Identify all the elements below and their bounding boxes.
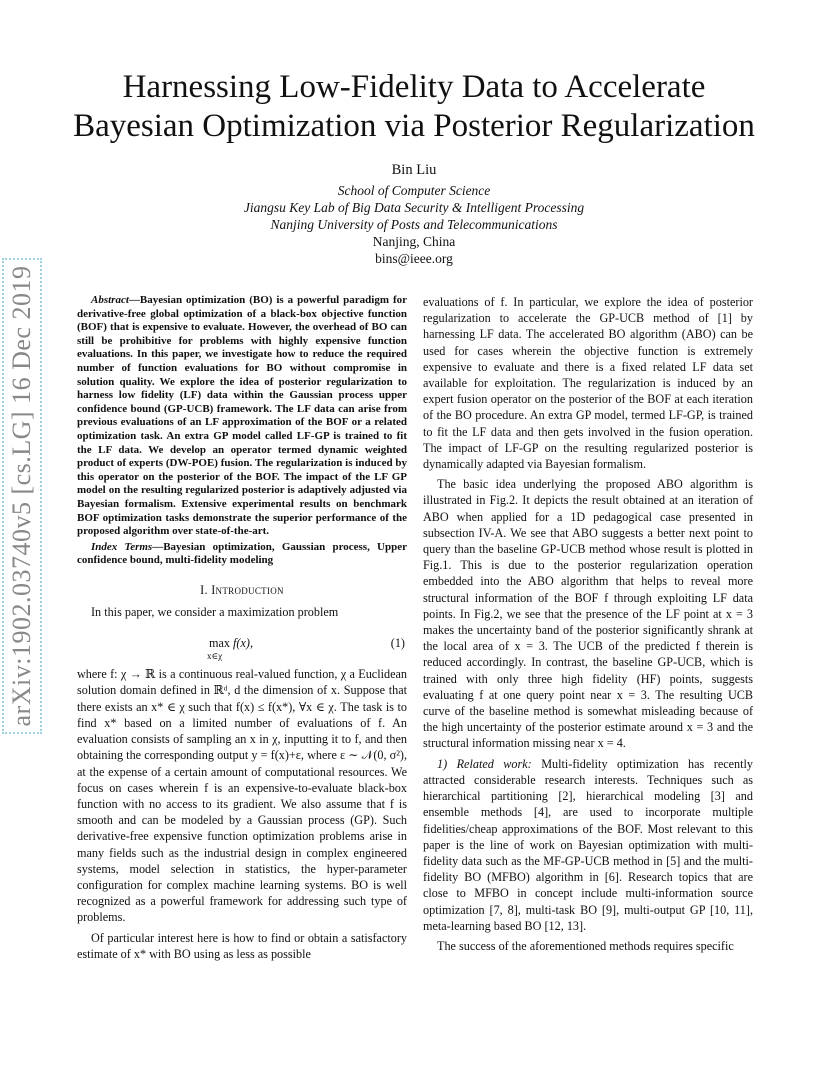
abstract	[77, 294, 407, 539]
abstract-label: Abstract	[91, 294, 129, 306]
equation-number: (1)	[390, 636, 405, 651]
left-column	[77, 294, 407, 962]
section-number: I.	[200, 582, 208, 597]
paper-title	[40, 68, 788, 146]
author-block	[150, 162, 678, 267]
related-work-paragraph	[423, 756, 753, 934]
title-line-1: Harnessing Low-Fidelity Data to Accelerate	[122, 69, 706, 105]
section-title: Introduction	[211, 582, 284, 597]
intro-paragraph-5: The basic idea underlying the proposed ABO algorithm is illustrated in Fig.2. It depicts the result obtained at an iteration of ABO when applied for a 1D pedagogical case presented in subsection IV-A. We see that ABO suggests a better next point to query than the baseline GP-UCB method whose result is plotted in Fig.1. This is due to the posterior regularization operation embedded into the ABO algorithm that helps to reveal more structural information of the BOF f through exploiting LF data points. In Fig.2, we see that the presence of the LF point at x = 3 makes the uncertainty band of the posterior significantly shrank at the local area of x = 3. The UCB of the predicted f therein is reduced accordingly. In contrast, the baseline GP-UCB, which is trained with only three high fidelity (HF) points, suggests evaluating f at one query point near x = 3. The resulting UCB curve of the baseline method is somewhat misleading because of the high uncertainty of the posterior estimate around x = 3 and the structural information missing near x = 4.	[423, 477, 753, 751]
equation-expression: f(x),	[233, 636, 253, 651]
intro-paragraph-4: evaluations of f. In particular, we explore the idea of posterior regularization to accelerate the GP-UCB method of [1] by harnessing LF data. The accelerated BO algorithm (ABO) can be used for cases wherein the objective function is extremely expensive to evaluate and there is a fixed related LF data set available for exploitation. The regularization is induced by an expert fusion operator on the posterior of the BOF at each iteration of the BO procedure. An extra GP model, termed LF-GP, is trained to fit the LF data and then gets involved in the fusion operation. The impact of LF-GP on the resulting regularized posterior is dynamically adapted via Bayesian formalism.	[423, 295, 753, 472]
intro-paragraph-1: In this paper, we consider a maximization problem	[91, 605, 339, 620]
author-email[interactable]: bins@ieee.org	[375, 251, 453, 266]
arxiv-id: arXiv:1902.03740v5 [cs.LG] 16 Dec 2019	[7, 265, 36, 727]
index-terms-label: Index Terms	[91, 540, 153, 553]
author-name: Bin Liu	[391, 162, 437, 178]
intro-paragraph-7: The success of the aforementioned methods requires specific	[437, 938, 734, 953]
abstract-text: —Bayesian optimization (BO) is a powerful paradigm for derivative-free global optimization of a black-box objective function (BOF) that is expensive to evaluate. However, the overhead of BO can still be prohibitive for problems with highly expensive function evaluations. In this paper, we investigate how to reduce the required number of function evaluations for BO without compromise in solution quality. We explore the idea of posterior regularization to harness low fidelity (LF) data within the Gaussian process upper confidence bound (GP-UCB) framework. The LF data can arise from previous evaluations of an LF approximation of the BOF or a related optimization task. An extra GP model called LF-GP is trained to fit the LF data. We develop an operator termed dynamic weighted product of experts (DW-POE) fusion. The regularization is induced by this operator on the posterior of the BOF. The impact of the LF GP model on the resulting regularized posterior is adaptively adjusted via Bayesian formalism. Extensive experimental results on benchmark BOF optimization tasks demonstrate the superior performance of the proposed algorithm over state-of-the-art.	[77, 294, 407, 538]
equation-max: max x∈χ	[209, 635, 230, 651]
section-heading	[77, 582, 407, 598]
index-terms-text: —Bayesian optimization, Gaussian process, Upper confidence bound, multi-fidelity modeling	[77, 540, 407, 567]
affiliation-2: Jiangsu Key Lab of Big Data Security & Intelligent Processing	[243, 200, 585, 215]
equation-1	[77, 630, 407, 662]
title-line-2: Bayesian Optimization via Posterior Regularization	[73, 108, 755, 144]
intro-paragraph-3: Of particular interest here is how to find or obtain a satisfactory estimate of x* with BO using as less as possible	[77, 930, 407, 961]
intro-paragraph-2: where f: χ → ℝ is a continuous real-valued function, χ a Euclidean solution domain defined in ℝᵈ, d the dimension of x. Suppose that there exists an x* ∈ χ such that f(x) ≤ f(x*), ∀x ∈ χ. The task is to find x* based on a limited number of evaluations of f. An evaluation consists of sampling an x in χ, inputting it to f, and then obtaining the corresponding output y = f(x)+ε, where ε ∼ 𝒩(0, σ²), at the expense of a certain amount of computational resources. We focus on cases wherein f is an expensive-to-evaluate black-box function with no access to its gradient. We also assume that f is smooth and can be modeled by a Gaussian process (GP). Such derivative-free expensive function optimization problems arise in many fields such as the industrial design in complex engineered systems, model selection in statistics, the hyper-parameter configuration for complex machine learning systems. BO is well recognized as a powerful framework for addressing such type of problems.	[77, 667, 407, 925]
related-work-label: 1) Related work:	[437, 756, 532, 771]
related-work-text: Multi-fidelity optimization has recently attracted considerable research interests. Techniques such as hierarchical partitioning [2], hierarchical modeling [3] and ensemble methods [4], are used to incorporate multiple fidelities/cheap approximations of the BOF. Most relevant to this paper is the line of work on Bayesian optimization with multi-fidelity data such as the MF-GP-UCB method in [5] and the multi-fidelity BO (MFBO) algorithm in [6]. Research topics that are close to MFBO in concept include multi-information source optimization [7, 8], multi-task BO [9], multi-output GP [10, 11], meta-learning based BO [12, 13].	[423, 756, 754, 933]
arxiv-sidebar	[2, 258, 42, 734]
right-column	[423, 294, 753, 954]
equation-subscript: x∈χ	[207, 651, 223, 662]
equation-body	[207, 635, 253, 662]
index-terms	[77, 541, 407, 568]
affiliation-3: Nanjing University of Posts and Telecommunications	[270, 217, 558, 232]
affiliation-1: School of Computer Science	[337, 183, 491, 198]
author-location: Nanjing, China	[372, 234, 456, 249]
arxiv-stamp[interactable]	[2, 258, 42, 734]
